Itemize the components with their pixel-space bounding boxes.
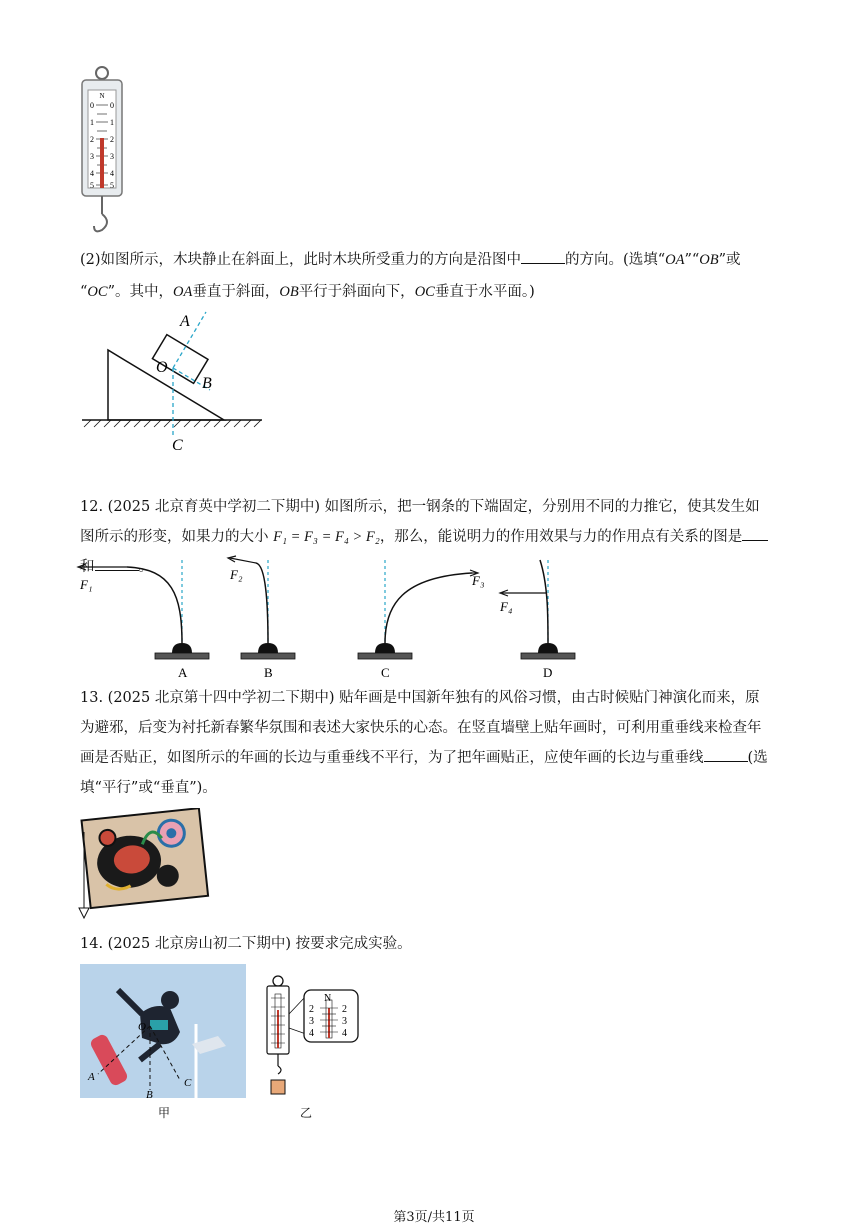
q14-line1 bbox=[80, 929, 412, 959]
scale-tick-label: 2 bbox=[110, 135, 114, 144]
scale-tick-label: 0 bbox=[110, 101, 114, 110]
question-number: 12. bbox=[80, 499, 104, 515]
zoom-tick-label: 2 bbox=[342, 1004, 347, 1015]
q11-2-line1 bbox=[80, 245, 741, 275]
q13-line4 bbox=[80, 773, 217, 803]
scale-tick-label: 1 bbox=[90, 118, 94, 127]
answer-blank[interactable] bbox=[704, 747, 748, 762]
force-label-f4: F₄ bbox=[500, 599, 513, 614]
text-span: ”或 bbox=[718, 252, 741, 268]
zoom-tick-label: 2 bbox=[309, 1004, 314, 1015]
force-label-f1: F₁ bbox=[80, 577, 93, 592]
strip-label-d: D bbox=[543, 665, 553, 680]
steel-strip-diagrams bbox=[72, 555, 582, 685]
scale-tick-label: 5 bbox=[110, 181, 114, 190]
text-span: 如图所示，把一钢条的下端固定，分别用不同的力推它，使其发生如 bbox=[324, 499, 760, 515]
text-span: 和 bbox=[80, 559, 95, 575]
spring-scale-zoom-figure bbox=[262, 974, 362, 1100]
text-span: (2)如图所示，木块静止在斜面上，此时木块所受重力的方向是沿图中 bbox=[80, 252, 522, 268]
text-span: 画是否贴正，如图所示的年画的长边与重垂线不平行，为了把年画贴正，应使年画的长边与重垂线 bbox=[80, 750, 704, 766]
force-label-f3: F₃ bbox=[472, 573, 485, 588]
q12-line1 bbox=[80, 492, 760, 522]
strip-label-c: C bbox=[381, 665, 390, 680]
zoom-tick-label: 4 bbox=[342, 1028, 347, 1039]
incline-diagram bbox=[78, 308, 268, 453]
scale-tick-label: 1 bbox=[110, 118, 114, 127]
q13-line3 bbox=[80, 743, 768, 773]
photo-label-c: C bbox=[184, 1077, 192, 1089]
new-year-painting-figure bbox=[74, 808, 224, 926]
label-b: B bbox=[202, 375, 212, 392]
math-ob: OB bbox=[699, 252, 719, 268]
math-oc: OC bbox=[414, 284, 435, 300]
text-span: “ bbox=[80, 284, 88, 300]
math-oa: OA bbox=[665, 252, 685, 268]
strip-label-b: B bbox=[264, 665, 273, 680]
scale-tick-label: 3 bbox=[110, 152, 114, 161]
q12-line2 bbox=[80, 522, 768, 552]
q13-line1 bbox=[80, 683, 760, 713]
text-span: 贴年画是中国新年独有的风俗习惯，由古时候贴门神演化而来，原 bbox=[339, 690, 760, 706]
text-span: 填“平行”或“垂直”)。 bbox=[80, 780, 217, 796]
zoom-tick-label: 3 bbox=[342, 1016, 347, 1027]
math-equation: F₁ = F₃ = F₄ > F₂ bbox=[273, 529, 380, 545]
scale-tick-label: 4 bbox=[90, 169, 94, 178]
q11-2-line2 bbox=[80, 277, 535, 307]
math-oc: OC bbox=[87, 284, 108, 300]
text-span: 平行于斜面向下， bbox=[298, 284, 415, 300]
photo-label-o: O bbox=[138, 1021, 146, 1033]
text-span: ”。其中， bbox=[107, 284, 173, 300]
scale-unit: N bbox=[99, 92, 105, 100]
text-span: 。 bbox=[138, 559, 153, 575]
text-span: 垂直于斜面， bbox=[192, 284, 280, 300]
answer-blank[interactable] bbox=[521, 249, 565, 264]
question-number: 14. bbox=[80, 936, 104, 952]
zoom-unit: N bbox=[324, 993, 332, 1004]
answer-blank[interactable] bbox=[742, 526, 768, 541]
scale-tick-label: 5 bbox=[90, 181, 94, 190]
strip-label-a: A bbox=[178, 665, 188, 680]
snowboarder-photo bbox=[80, 964, 246, 1098]
text-span: 图所示的形变，如果力的大小 bbox=[80, 529, 269, 545]
text-span: ”“ bbox=[684, 252, 700, 268]
caption-jia: 甲 bbox=[158, 1106, 171, 1120]
scale-tick-label: 0 bbox=[90, 101, 94, 110]
q13-line2 bbox=[80, 713, 762, 743]
text-span: ，那么，能说明力的作用效果与力的作用点有关系的图是 bbox=[379, 529, 743, 545]
photo-label-b: B bbox=[146, 1089, 153, 1098]
math-ob: OB bbox=[279, 284, 299, 300]
label-o: O bbox=[156, 359, 168, 376]
zoom-tick-label: 3 bbox=[309, 1016, 314, 1027]
text-span: 的方向。(选填“ bbox=[565, 252, 666, 268]
question-source: (2025 北京育英中学初二下期中) bbox=[107, 499, 320, 515]
math-oa: OA bbox=[173, 284, 193, 300]
text-span: 为避邪，后变为衬托新春繁华氛围和表述大家快乐的心态。在竖直墙壁上贴年画时，可利用重垂线来检查年 bbox=[80, 720, 762, 736]
question-source: (2025 北京第十四中学初二下期中) bbox=[107, 690, 335, 706]
spring-scale-figure bbox=[74, 64, 134, 244]
photo-label-a: A bbox=[88, 1071, 95, 1083]
scale-tick-label: 3 bbox=[90, 152, 94, 161]
page-footer: 第3页/共11页 bbox=[393, 1210, 475, 1225]
text-span: (选 bbox=[747, 750, 768, 766]
force-label-f2: F₂ bbox=[230, 567, 243, 582]
zoom-tick-label: 4 bbox=[309, 1028, 314, 1039]
text-span: 垂直于水平面。) bbox=[434, 284, 535, 300]
caption-yi: 乙 bbox=[300, 1106, 313, 1120]
label-c: C bbox=[172, 437, 183, 453]
scale-tick-label: 4 bbox=[110, 169, 114, 178]
scale-tick-label: 2 bbox=[90, 135, 94, 144]
question-source: (2025 北京房山初二下期中) bbox=[107, 936, 291, 952]
text-span: 按要求完成实验。 bbox=[295, 936, 412, 952]
label-a: A bbox=[180, 313, 190, 330]
question-number: 13. bbox=[80, 690, 104, 706]
